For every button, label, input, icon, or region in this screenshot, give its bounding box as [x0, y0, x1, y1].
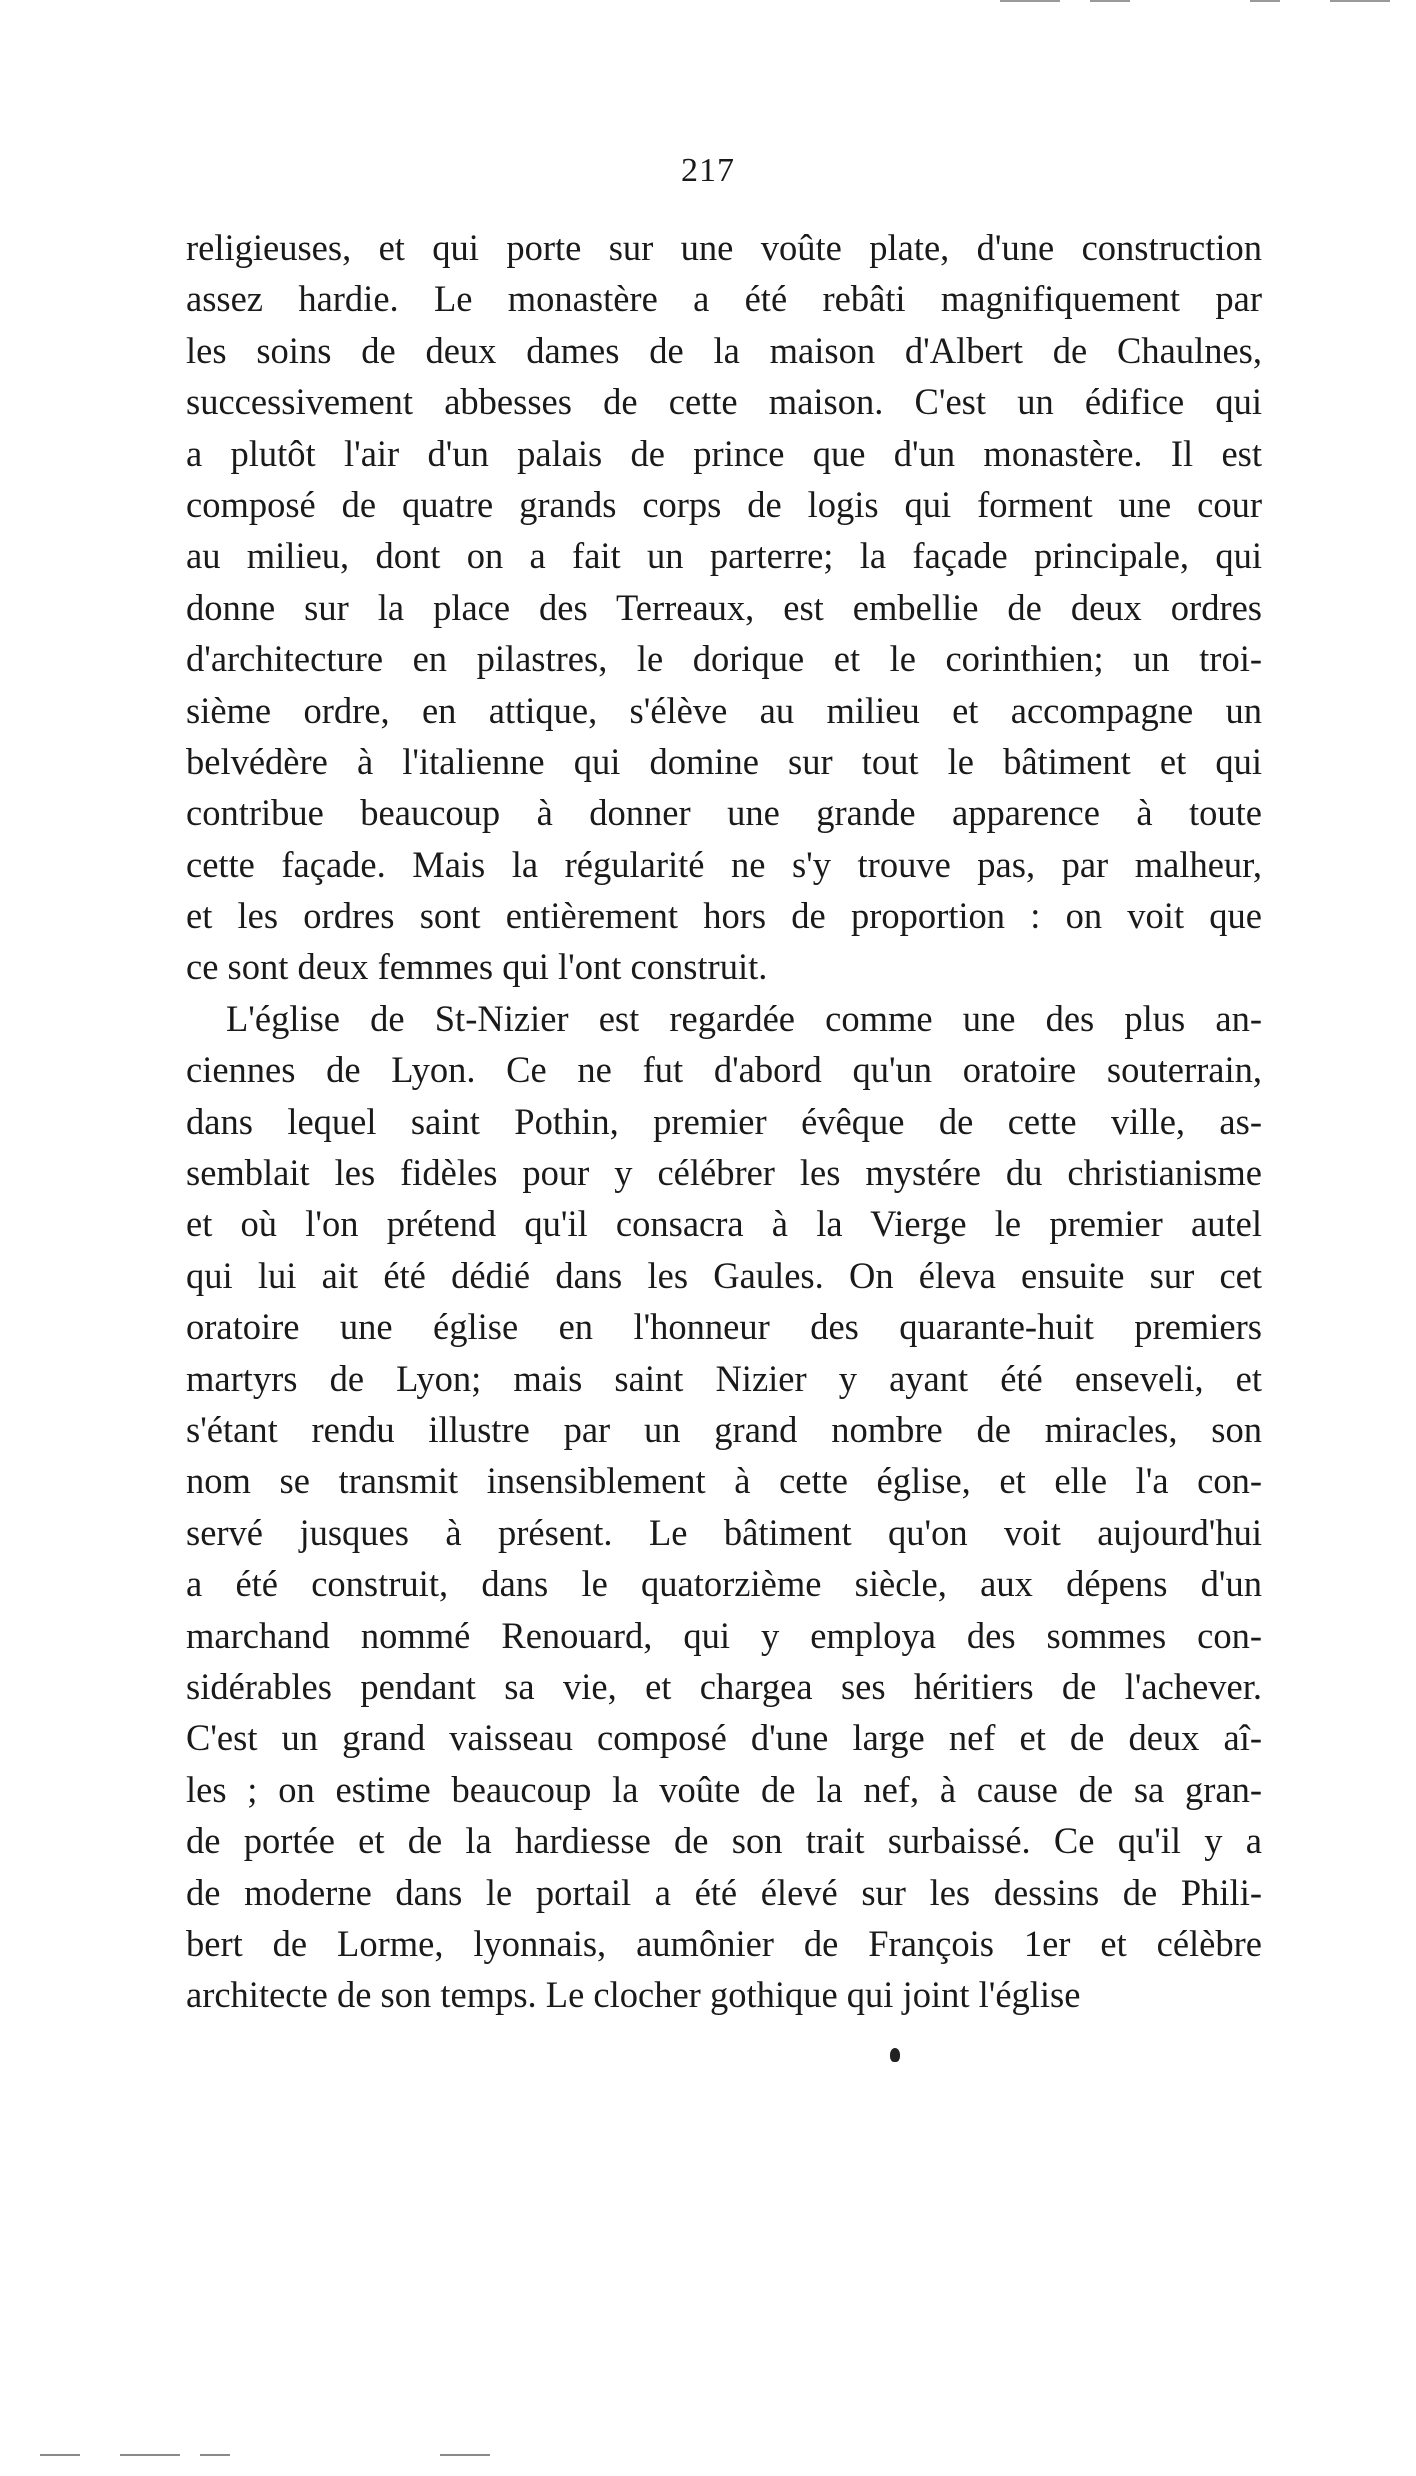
text-line: s'étant rendu illustre par un grand nombre de miracles, son — [186, 1408, 1262, 1450]
paragraph — [186, 993, 1262, 2021]
scan-edge-mark — [1250, 0, 1280, 2]
paragraph — [186, 222, 1262, 993]
scan-edge-mark — [120, 2454, 180, 2456]
text-line: successivement abbesses de cette maison. C'est un édifice qui — [186, 381, 1262, 423]
body-text — [186, 222, 1262, 2021]
text-line: les ; on estime beaucoup la voûte de la nef, à cause de sa gran- — [186, 1768, 1262, 1810]
text-line: de moderne dans le portail a été élevé sur les dessins de Phili- — [186, 1871, 1262, 1913]
text-line: oratoire une église en l'honneur des quarante-huit premiers — [186, 1306, 1262, 1348]
text-line: L'église de St-Nizier est regardée comme une des plus an- — [226, 997, 1262, 1039]
scan-edge-mark — [1000, 0, 1060, 2]
ink-blot-ornament — [890, 2048, 900, 2062]
text-line: ciennes de Lyon. Ce ne fut d'abord qu'un oratoire souterrain, — [186, 1049, 1262, 1091]
scan-edge-mark — [200, 2454, 230, 2456]
text-line: contribue beaucoup à donner une grande apparence à toute — [186, 792, 1262, 834]
text-line: et les ordres sont entièrement hors de proportion : on voit que — [186, 895, 1262, 937]
text-line: dans lequel saint Pothin, premier évêque de cette ville, as- — [186, 1100, 1262, 1142]
text-line: cette façade. Mais la régularité ne s'y trouve pas, par malheur, — [186, 843, 1262, 885]
text-line: d'architecture en pilastres, le dorique et le corinthien; un troi- — [186, 638, 1262, 680]
text-line: a été construit, dans le quatorzième siècle, aux dépens d'un — [186, 1563, 1262, 1605]
scan-edge-mark — [1090, 0, 1130, 2]
text-line: les soins de deux dames de la maison d'Albert de Chaulnes, — [186, 329, 1262, 371]
page-number: 217 — [681, 152, 735, 189]
text-line: ce sont deux femmes qui l'ont construit. — [186, 946, 768, 988]
text-line: qui lui ait été dédié dans les Gaules. On éleva ensuite sur cet — [186, 1254, 1262, 1296]
text-line: a plutôt l'air d'un palais de prince que d'un monastère. Il est — [186, 432, 1262, 474]
text-line: donne sur la place des Terreaux, est embellie de deux ordres — [186, 586, 1262, 628]
text-line: composé de quatre grands corps de logis qui forment une cour — [186, 483, 1262, 525]
scan-edge-mark — [1330, 0, 1390, 2]
text-line: semblait les fidèles pour y célébrer les mystére du christianisme — [186, 1152, 1262, 1194]
text-line: nom se transmit insensiblement à cette église, et elle l'a con- — [186, 1460, 1262, 1502]
text-line: C'est un grand vaisseau composé d'une large nef et de deux aî- — [186, 1717, 1262, 1759]
text-line: martyrs de Lyon; mais saint Nizier y ayant été enseveli, et — [186, 1357, 1262, 1399]
scan-edge-mark — [440, 2454, 490, 2456]
text-line: servé jusques à présent. Le bâtiment qu'on voit aujourd'hui — [186, 1511, 1262, 1553]
text-line: bert de Lorme, lyonnais, aumônier de François 1er et célèbre — [186, 1922, 1262, 1964]
text-line: religieuses, et qui porte sur une voûte plate, d'une construction — [186, 227, 1262, 268]
text-line: architecte de son temps. Le clocher gothique qui joint l'église — [186, 1974, 1081, 2016]
text-line: sidérables pendant sa vie, et chargea ses héritiers de l'achever. — [186, 1665, 1262, 1707]
text-line: de portée et de la hardiesse de son trait surbaissé. Ce qu'il y a — [186, 1820, 1262, 1862]
scan-edge-mark — [40, 2454, 80, 2456]
text-line: au milieu, dont on a fait un parterre; la façade principale, qui — [186, 535, 1262, 577]
text-line: belvédère à l'italienne qui domine sur tout le bâtiment et qui — [186, 740, 1262, 782]
text-line: marchand nommé Renouard, qui y employa des sommes con- — [186, 1614, 1262, 1656]
text-line: et où l'on prétend qu'il consacra à la Vierge le premier autel — [186, 1203, 1262, 1245]
text-line: assez hardie. Le monastère a été rebâti magnifiquement par — [186, 278, 1262, 320]
text-line: sième ordre, en attique, s'élève au milieu et accompagne un — [186, 689, 1262, 731]
